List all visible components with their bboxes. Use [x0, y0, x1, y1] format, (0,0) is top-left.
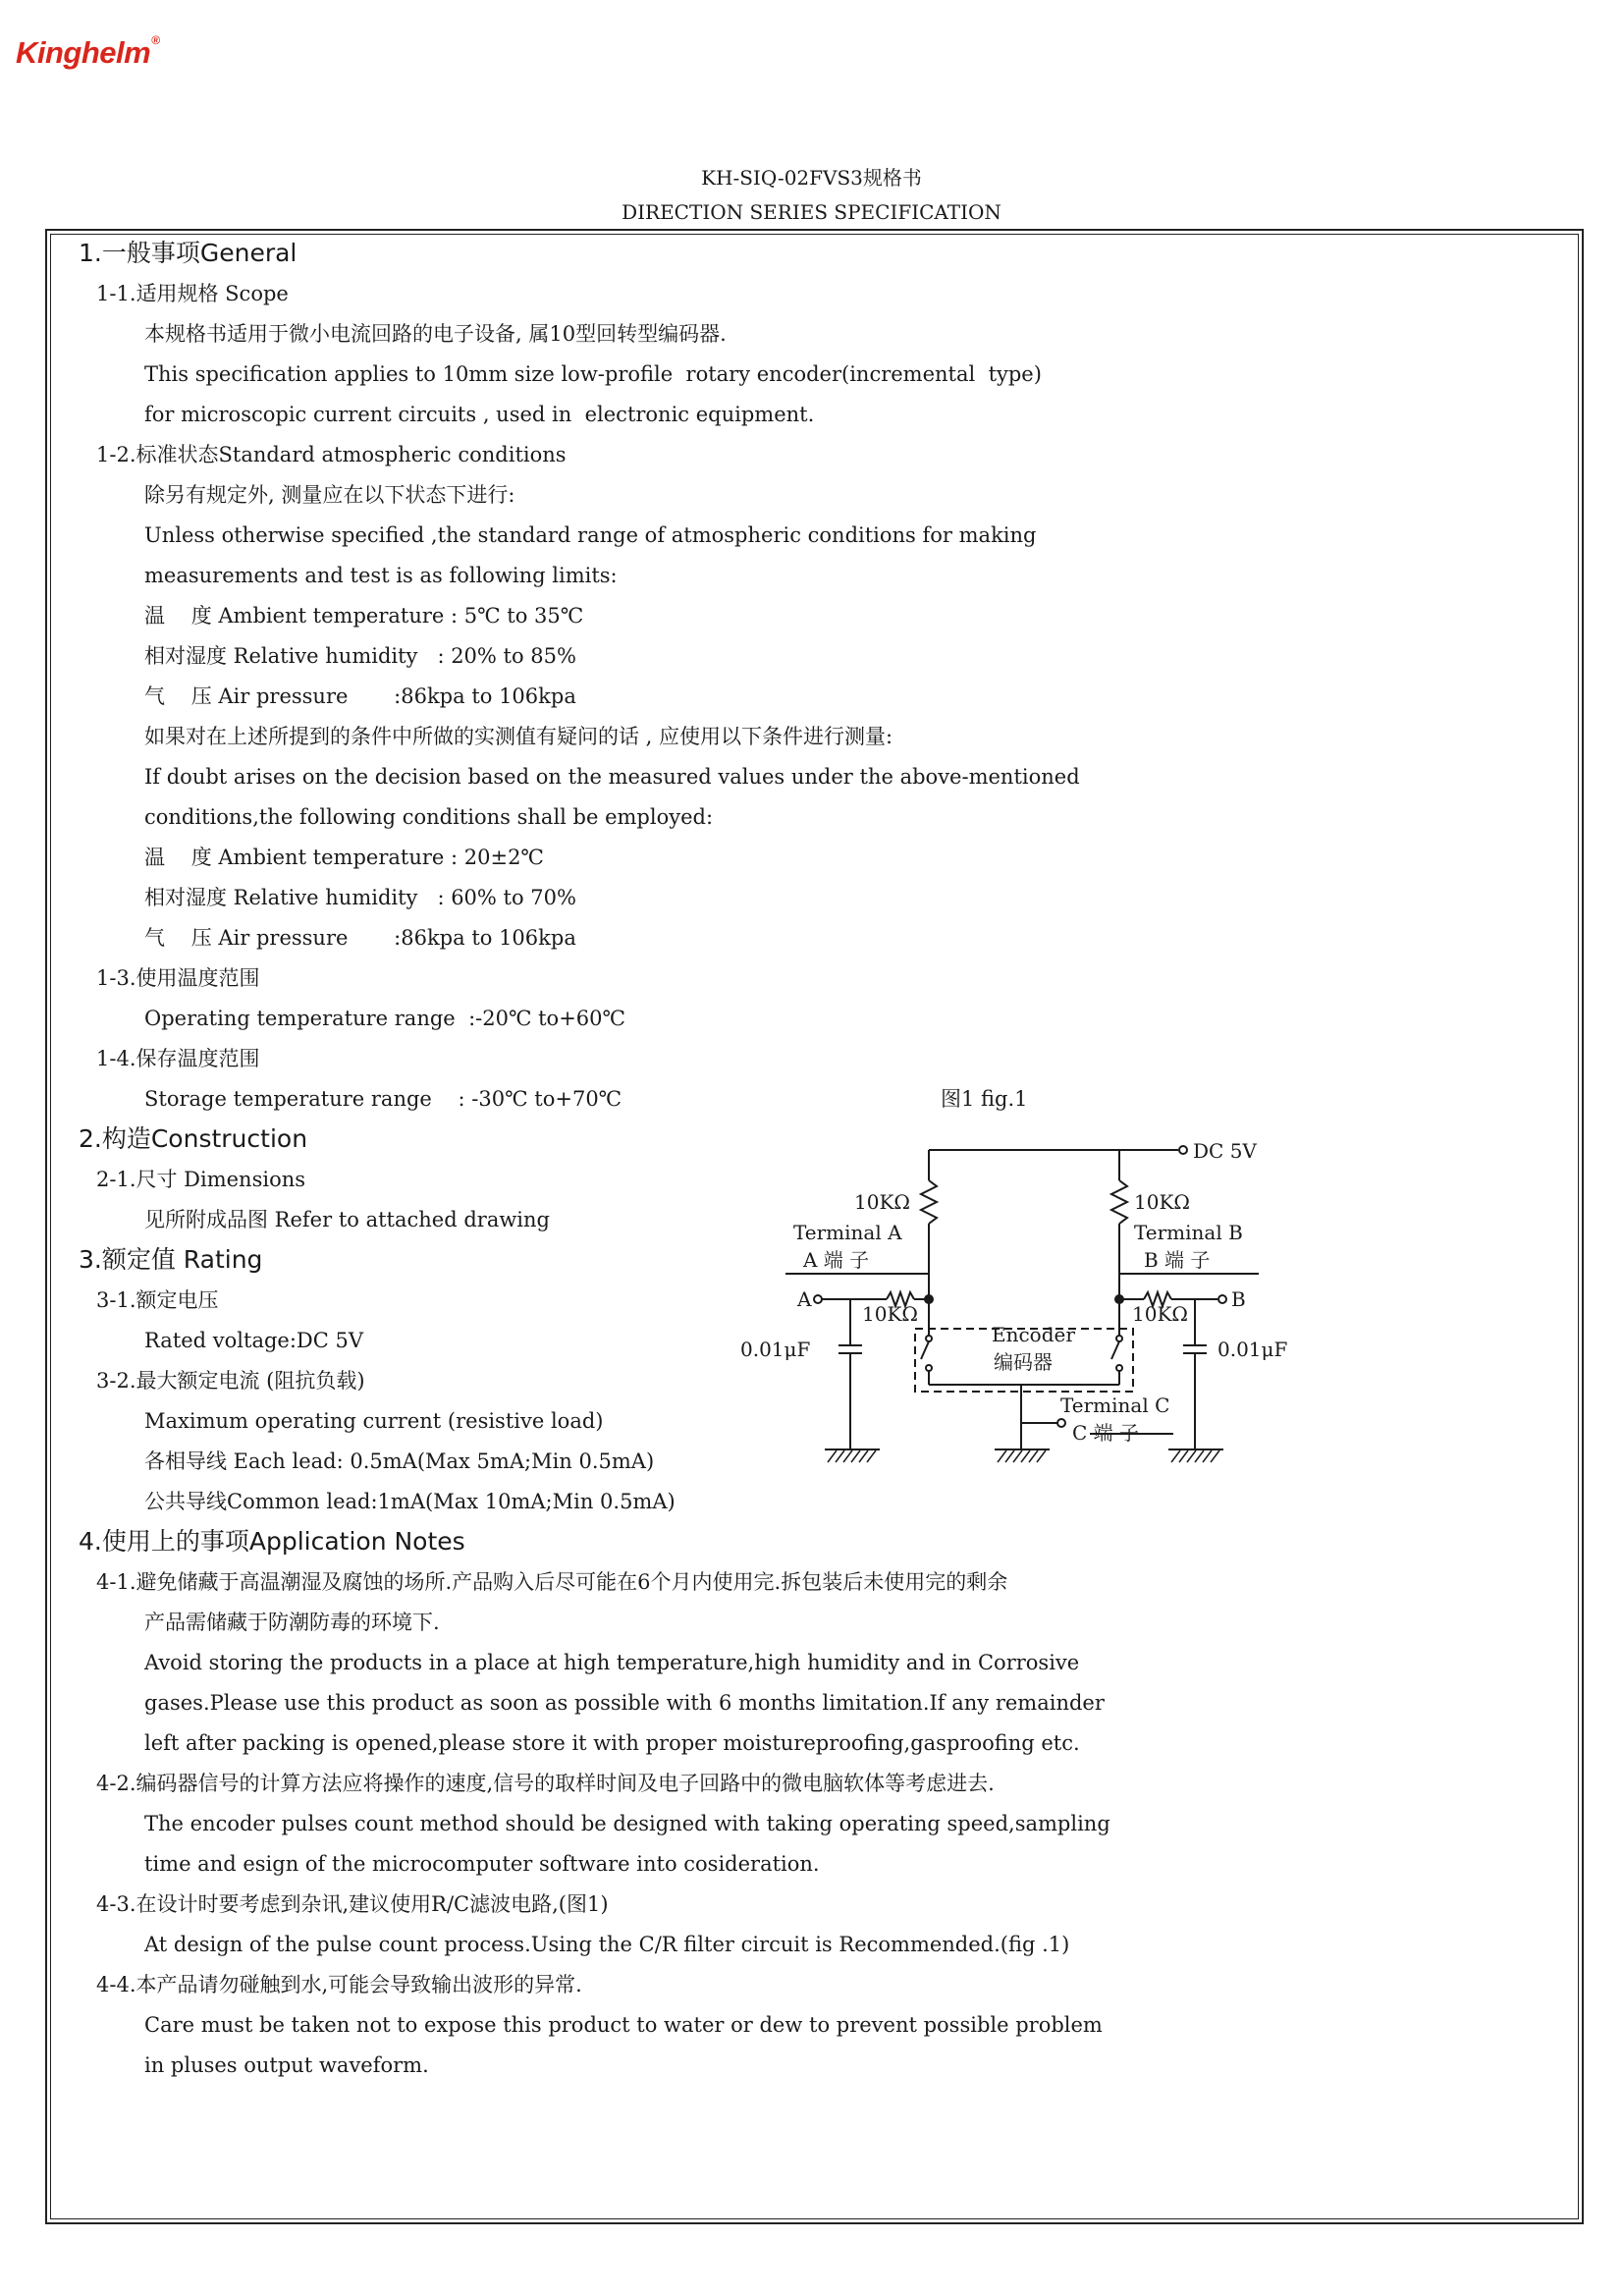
document-title: KH-SIQ-02FVS3规格书 [701, 166, 922, 190]
condition-temperature: 温 度 Ambient temperature : 20±2℃ [144, 846, 544, 869]
section-heading-construction: 2.构造Construction [79, 1124, 308, 1153]
body-text: 本规格书适用于微小电流回路的电子设备, 属10型回转型编码器. [144, 322, 727, 346]
body-text: conditions,the following conditions shall be employed: [144, 805, 714, 829]
subsection-heading-max-current: 3-2.最大额定电流 (阻抗负载) [96, 1369, 365, 1393]
pullup-resistor-a [921, 1180, 937, 1224]
figure-caption: 图1 fig.1 [941, 1087, 1028, 1111]
note-4-3: 4-3.在设计时要考虑到杂讯,建议使用R/C滤波电路,(图1) [96, 1892, 609, 1916]
ground-symbol-a [825, 1449, 880, 1462]
terminal-c-label: Terminal C [1060, 1394, 1170, 1417]
condition-pressure: 气 压 Air pressure :86kpa to 106kpa [144, 926, 576, 950]
switch-b [1111, 1341, 1119, 1359]
body-text: 产品需储藏于防潮防毒的环境下. [144, 1611, 440, 1634]
terminal-b-cn-label: B 端 子 [1144, 1248, 1211, 1272]
body-text: for microscopic current circuits , used in electronic equipment. [144, 403, 815, 426]
dc-terminal [1179, 1146, 1187, 1154]
brand-logo [16, 35, 160, 71]
pin-a-terminal [814, 1295, 822, 1303]
body-text: 如果对在上述所提到的条件中所做的实测值有疑问的话 , 应使用以下条件进行测量: [144, 725, 893, 748]
pin-b-terminal [1218, 1295, 1226, 1303]
body-text: Unless otherwise specified ,the standard range of atmospheric conditions for making [144, 523, 1037, 547]
encoder-cn-label: 编码器 [994, 1350, 1053, 1374]
body-text: in pluses output waveform. [144, 2053, 429, 2077]
brand-name: Kinghelm [16, 35, 151, 70]
body-text: Storage temperature range : -30℃ to+70℃ [144, 1087, 622, 1111]
capacitor-b-label: 0.01μF [1217, 1338, 1288, 1361]
dc-voltage-label: DC 5V [1193, 1139, 1257, 1163]
subsection-heading-dimensions: 2-1.尺寸 Dimensions [96, 1168, 306, 1191]
terminal-a-label: Terminal A [793, 1221, 902, 1244]
terminal-c-cn-label: C 端 子 [1072, 1421, 1140, 1445]
subsection-heading-conditions: 1-2.标准状态Standard atmospheric conditions [96, 443, 567, 466]
pullup-resistor-b-label: 10KΩ [1134, 1190, 1190, 1214]
pullup-resistor-b [1111, 1180, 1127, 1224]
ground-symbol-c [995, 1449, 1050, 1462]
body-text: Rated voltage:DC 5V [144, 1329, 364, 1352]
body-text: measurements and test is as following limits: [144, 564, 618, 587]
pullup-resistor-a-label: 10KΩ [854, 1190, 910, 1214]
note-4-2: 4-2.编码器信号的计算方法应将操作的速度,信号的取样时间及电子回路中的微电脑软体等考虑进去. [96, 1772, 995, 1795]
subsection-heading-operating-temp: 1-3.使用温度范围 [96, 966, 260, 990]
section-heading-application-notes: 4.使用上的事项Application Notes [79, 1527, 465, 1556]
ground-symbol-b [1168, 1449, 1223, 1462]
body-text: At design of the pulse count process.Using the C/R filter circuit is Recommended.(fig .1) [144, 1933, 1070, 1956]
capacitor-a-label: 0.01μF [740, 1338, 811, 1361]
condition-humidity: 相对湿度 Relative humidity : 20% to 85% [144, 644, 576, 668]
body-text: time and esign of the microcomputer software into cosideration. [144, 1852, 820, 1876]
condition-temperature: 温 度 Ambient temperature : 5℃ to 35℃ [144, 604, 584, 628]
terminal-a-cn-label: A 端 子 [803, 1248, 870, 1272]
body-text: 各相导线 Each lead: 0.5mA(Max 5mA;Min 0.5mA) [144, 1449, 655, 1473]
pin-a-label: A [797, 1287, 812, 1311]
encoder-label: Encoder [992, 1323, 1075, 1346]
note-4-4: 4-4.本产品请勿碰触到水,可能会导致输出波形的异常. [96, 1973, 582, 1996]
body-text: Operating temperature range :-20℃ to+60℃ [144, 1007, 626, 1030]
series-resistor-a-label: 10KΩ [862, 1302, 918, 1326]
body-text: Care must be taken not to expose this product to water or dew to prevent possible problem [144, 2013, 1103, 2037]
subsection-heading-scope: 1-1.适用规格 Scope [96, 282, 289, 305]
body-text: If doubt arises on the decision based on the measured values under the above-mentioned [144, 765, 1080, 789]
body-text: This specification applies to 10mm size low-profile rotary encoder(incremental type) [144, 362, 1042, 386]
condition-humidity: 相对湿度 Relative humidity : 60% to 70% [144, 886, 576, 909]
switch-a [921, 1341, 929, 1359]
subsection-heading-storage-temp: 1-4.保存温度范围 [96, 1047, 260, 1070]
body-text: gases.Please use this product as soon as possible with 6 months limitation.If any remainder [144, 1691, 1105, 1715]
document-subtitle: DIRECTION SERIES SPECIFICATION [622, 200, 1001, 224]
pin-b-label: B [1231, 1287, 1246, 1311]
terminal-b-label: Terminal B [1134, 1221, 1243, 1244]
body-text: 除另有规定外, 测量应在以下状态下进行: [144, 483, 515, 507]
note-4-1: 4-1.避免储藏于高温潮湿及腐蚀的场所.产品购入后尽可能在6个月内使用完.拆包装后未使用完的剩余 [96, 1570, 1008, 1594]
section-heading-general: 1.一般事项General [79, 239, 298, 267]
body-text: The encoder pulses count method should be designed with taking operating speed,sampling [144, 1812, 1110, 1835]
body-text: left after packing is opened,please store it with proper moistureproofing,gasproofing etc. [144, 1731, 1080, 1755]
body-text: 公共导线Common lead:1mA(Max 10mA;Min 0.5mA) [144, 1490, 676, 1513]
subsection-heading-rated-voltage: 3-1.额定电压 [96, 1288, 219, 1312]
series-resistor-b-label: 10KΩ [1132, 1302, 1188, 1326]
body-text: Avoid storing the products in a place at high temperature,high humidity and in Corrosive [144, 1651, 1080, 1674]
condition-pressure: 气 压 Air pressure :86kpa to 106kpa [144, 684, 576, 708]
body-text: 见所附成品图 Refer to attached drawing [144, 1208, 550, 1231]
body-text: Maximum operating current (resistive load) [144, 1409, 604, 1433]
pin-c-terminal [1057, 1419, 1065, 1427]
rc-filter-circuit-diagram [731, 1129, 1288, 1483]
section-heading-rating: 3.额定值 Rating [79, 1245, 263, 1274]
registered-mark: ® [151, 33, 160, 47]
